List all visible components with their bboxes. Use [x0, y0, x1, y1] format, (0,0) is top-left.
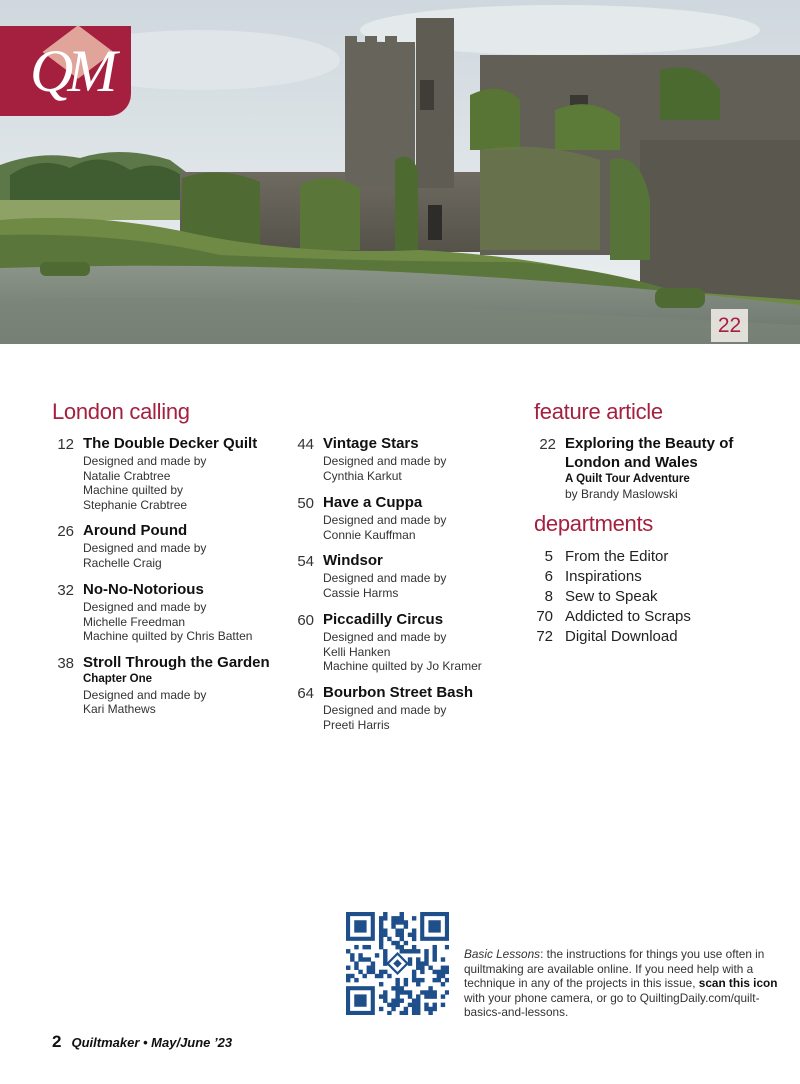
dept-page-number: 8: [544, 588, 553, 605]
entry-credit: Designed and made by: [323, 630, 447, 644]
qr-code-graphic: [346, 912, 449, 1015]
entry-title: Around Pound: [83, 522, 188, 539]
entry-title: Vintage Stars: [323, 435, 419, 452]
entry-credit: Cynthia Karkut: [323, 468, 402, 483]
entry-page-number: 64: [297, 685, 314, 702]
entry-credit: Machine quilted by: [83, 483, 184, 497]
entry-title: The Double Decker Quilt: [83, 435, 258, 452]
qr-code-icon[interactable]: [346, 912, 449, 1015]
entry-title: No-No-Notorious: [83, 581, 204, 598]
entry-subtitle: Chapter One: [83, 673, 153, 685]
entry-credit: Designed and made by: [83, 541, 207, 555]
basic-lessons-text: : the instructions for things you use often in quiltmaking are available online. If you need help with a technique in any of the projects in this issue,: [464, 947, 765, 991]
entry-page-number: 22: [539, 436, 556, 453]
entry-credit: Designed and made by: [323, 454, 447, 468]
entry-credit: Stephanie Crabtree: [83, 497, 188, 512]
entry-credit: Preeti Harris: [323, 717, 390, 732]
departments-heading: departments: [534, 511, 653, 536]
entry-page-number: 32: [57, 582, 74, 599]
magazine-name: Quiltmaker: [71, 1035, 140, 1050]
issue-date: • May/June ’23: [139, 1035, 233, 1050]
entry-byline: by Brandy Maslowski: [565, 487, 678, 501]
dept-label: Sew to Speak: [565, 588, 658, 605]
entry-credit: Cassie Harms: [323, 585, 399, 600]
dept-label: Digital Download: [565, 628, 678, 645]
entry-credit: Rachelle Craig: [83, 555, 162, 570]
basic-lessons-note: [464, 947, 784, 1020]
entry-credit: Designed and made by: [323, 513, 447, 527]
entry-page-number: 44: [297, 436, 314, 453]
entry-title: Have a Cuppa: [323, 494, 423, 511]
entry-credit: Designed and made by: [323, 571, 447, 585]
entry-credit: Connie Kauffman: [323, 527, 416, 542]
entry-page-number: 50: [297, 495, 314, 512]
basic-lessons-url-text[interactable]: with your phone camera, or go to QuiltingDaily.com/quilt-basics-and-lessons.: [464, 990, 760, 1020]
entry-credit: Designed and made by: [83, 600, 207, 614]
logo-text: QM: [30, 38, 112, 104]
entry-credit: Kelli Hanken: [323, 644, 391, 659]
entry-title-line2: London and Wales: [565, 454, 698, 471]
entry-page-number: 12: [57, 436, 74, 453]
entry-title-line1: Exploring the Beauty of: [565, 435, 734, 452]
entry-credit: Designed and made by: [83, 687, 207, 702]
entry-title: Stroll Through the Garden: [83, 654, 270, 671]
entry-title: Bourbon Street Bash: [323, 684, 474, 701]
basic-lessons-lead: Basic Lessons: [464, 947, 541, 961]
dept-page-number: 70: [536, 608, 553, 625]
entry-credit: Designed and made by: [83, 454, 207, 468]
entry-credit: Kari Mathews: [83, 702, 156, 716]
entry-credit: Designed and made by: [323, 703, 447, 717]
dept-label: Inspirations: [565, 568, 642, 585]
dept-item-72[interactable]: [534, 628, 678, 645]
entry-credit: Machine quilted by Chris Batten: [83, 629, 253, 643]
entry-title: Windsor: [323, 552, 383, 569]
dept-page-number: 72: [536, 628, 553, 645]
dept-item-6[interactable]: [534, 568, 642, 585]
entry-page-number: 38: [57, 655, 74, 672]
folio-page-number: 2: [52, 1032, 62, 1051]
scan-icon-emphasis: scan this icon: [698, 976, 778, 991]
entry-credit: Machine quilted by Jo Kramer: [323, 659, 482, 673]
entry-subtitle: A Quilt Tour Adventure: [565, 473, 690, 485]
dept-page-number: 5: [544, 548, 553, 565]
london-calling-heading: London calling: [52, 399, 190, 424]
entry-page-number: 60: [297, 612, 314, 629]
page-footer: [52, 1032, 232, 1052]
dept-item-8[interactable]: [534, 588, 658, 605]
entry-page-number: 54: [297, 553, 314, 570]
entry-credit: Michelle Freedman: [83, 614, 186, 629]
qm-logo: [0, 26, 131, 116]
dept-label: Addicted to Scraps: [565, 608, 691, 625]
entry-title: Piccadilly Circus: [323, 611, 444, 628]
photo-page-badge: 22: [711, 309, 748, 342]
dept-item-70[interactable]: [534, 608, 691, 625]
feature-article-heading: feature article: [534, 399, 663, 424]
dept-page-number: 6: [544, 568, 553, 585]
dept-label: From the Editor: [565, 548, 669, 565]
entry-credit: Natalie Crabtree: [83, 468, 171, 483]
dept-item-5[interactable]: [534, 548, 669, 565]
entry-page-number: 26: [57, 523, 74, 540]
